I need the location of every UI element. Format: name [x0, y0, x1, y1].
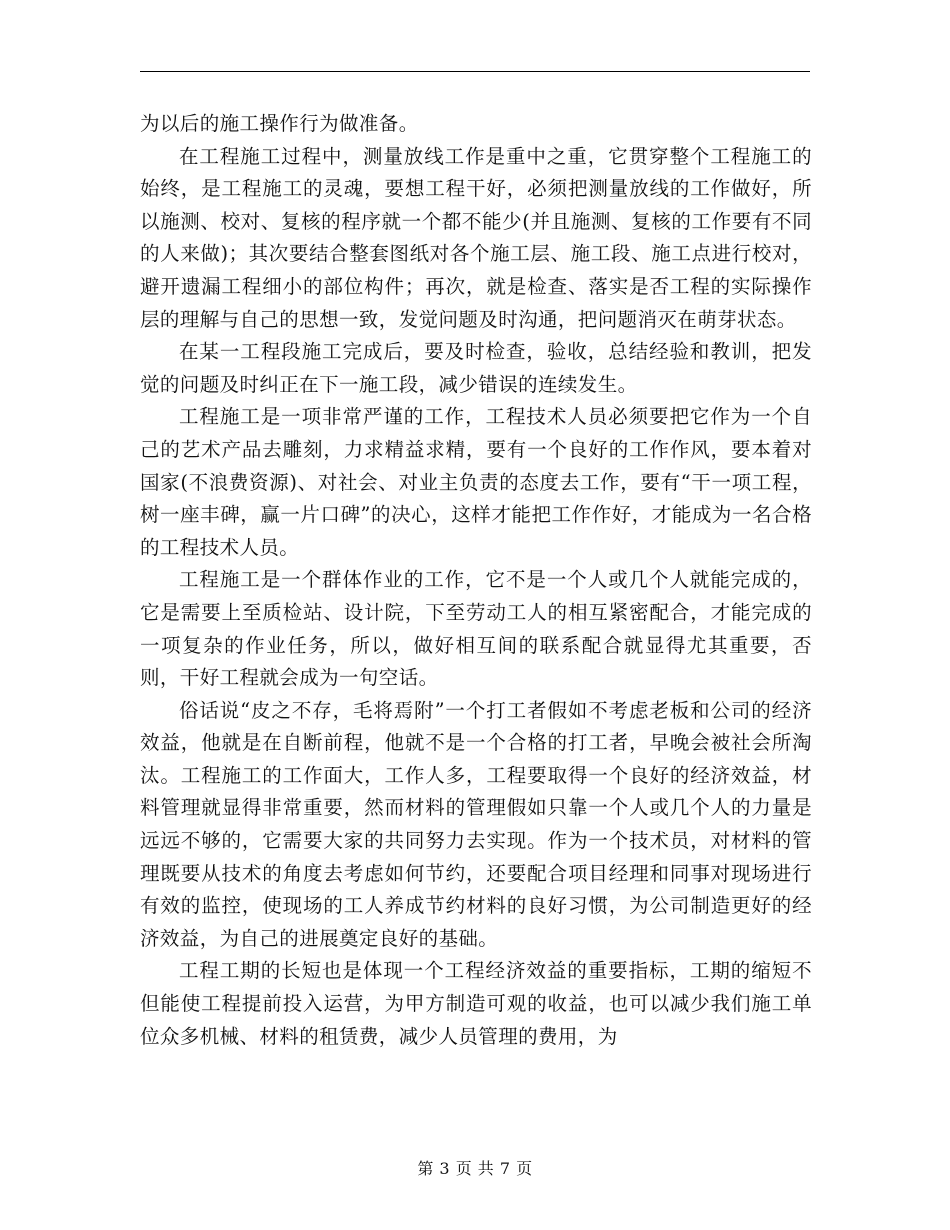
paragraph: 工程工期的长短也是体现一个工程经济效益的重要指标，工期的缩短不但能使工程提前投入运营，为甲方制造可观的收益，也可以减少我们施工单位众多机械、材料的租赁费，减少人员管理的费用，为 [140, 959, 812, 1048]
page-number-footer: 第 3 页 共 7 页 [417, 1159, 533, 1178]
paragraph: 为以后的施工操作行为做准备。 [140, 112, 419, 135]
header-rule [140, 71, 810, 72]
paragraph: 在某一工程段施工完成后，要及时检查，验收，总结经验和教训，把发觉的问题及时纠正在下一施工段，减少错误的连续发生。 [140, 340, 812, 396]
paragraph: 工程施工是一个群体作业的工作，它不是一个人或几个人就能完成的，它是需要上至质检站、设计院，下至劳动工人的相互紧密配合，才能完成的一项复杂的作业任务，所以，做好相互间的联系配合就显得尤其重要，否则，干好工程就会成为一句空话。 [140, 568, 812, 690]
body-text [140, 108, 812, 1053]
paragraph: 俗话说“皮之不存，毛将焉附”一个打工者假如不考虑老板和公司的经济效益，他就是在自断前程，他就不是一个合格的打工者，早晚会被社会所淘汰。工程施工的工作面大，工作人多，工程要取得一个良好的经济效益，材料管理就显得非常重要，然而材料的管理假如只靠一个人或几个人的力量是远远不够的，它需要大家的共同努力去实现。作为一个技术员，对材料的管理既要从技术的角度去考虑如何节约，还要配合项目经理和同事对现场进行有效的监控，使现场的工人养成节约材料的良好习惯，为公司制造更好的经济效益，为自己的进展奠定良好的基础。 [140, 698, 812, 950]
paragraph: 在工程施工过程中，测量放线工作是重中之重，它贯穿整个工程施工的始终，是工程施工的灵魂，要想工程干好，必须把测量放线的工作做好，所以施测、校对、复核的程序就一个都不能少(并且施测、复核的工作要有不同的人来做)；其次要结合整套图纸对各个施工层、施工段、施工点进行校对，避开遗漏工程细小的部位构件；再次，就是检查、落实是否工程的实际操作层的理解与自己的思想一致，发觉问题及时沟通，把问题消灭在萌芽状态。 [140, 144, 812, 331]
paragraph: 工程施工是一项非常严谨的工作，工程技术人员必须要把它作为一个自己的艺术产品去雕刻，力求精益求精，要有一个良好的工作作风，要本着对国家(不浪费资源)、对社会、对业主负责的态度去工作，要有“干一项工程，树一座丰碑，赢一片口碑”的决心，这样才能把工作作好，才能成为一名合格的工程技术人员。 [140, 405, 812, 559]
